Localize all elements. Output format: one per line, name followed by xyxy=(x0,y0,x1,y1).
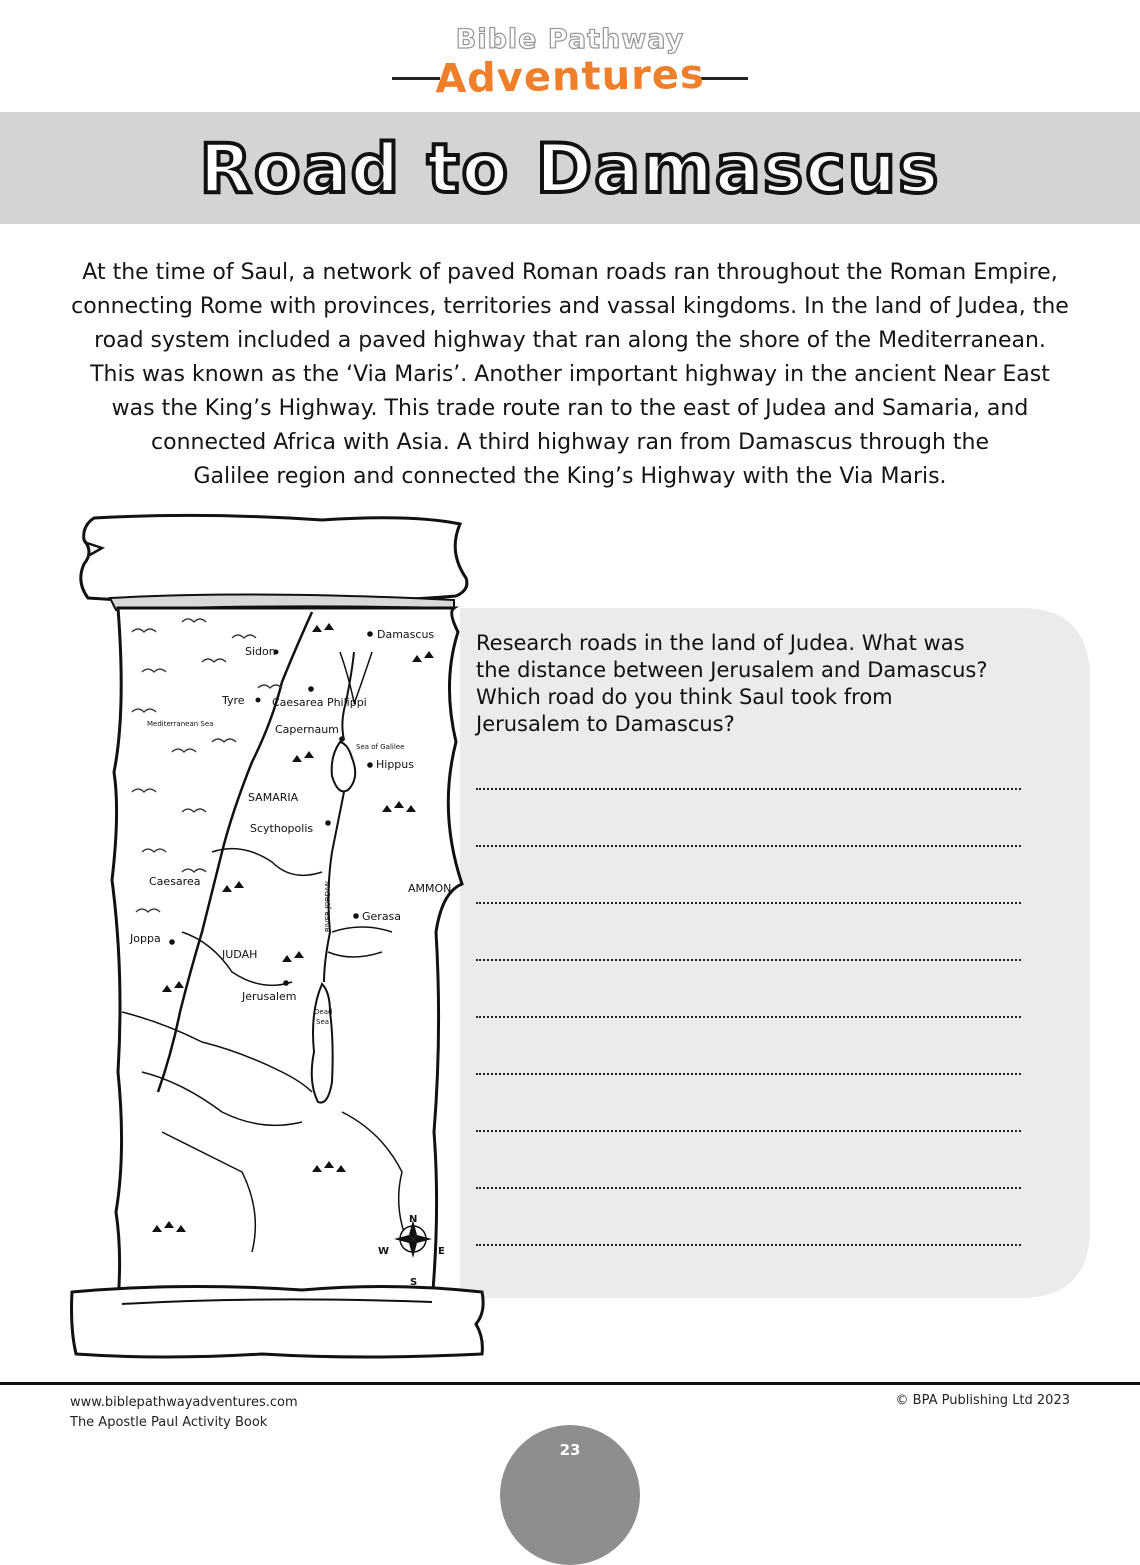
answer-line[interactable] xyxy=(476,957,1021,961)
compass-west: W xyxy=(378,1246,390,1257)
map-label-ammon: AMMON xyxy=(408,882,452,895)
intro-line: connected Africa with Asia. A third highway ran from Damascus through the xyxy=(151,430,989,455)
answer-line[interactable] xyxy=(476,843,1021,847)
compass-south: S xyxy=(410,1277,418,1288)
compass-north: N xyxy=(409,1214,418,1225)
answer-line[interactable] xyxy=(476,900,1021,904)
answer-line[interactable] xyxy=(476,1014,1021,1018)
map-label-sea-of-galilee: Sea of Galilee xyxy=(356,743,405,751)
map-label-hippus: Hippus xyxy=(376,758,414,771)
question-line: Which road do you think Saul took from xyxy=(476,685,893,709)
intro-line: was the King’s Highway. This trade route ran to the east of Judea and Samaria, and xyxy=(111,396,1029,421)
map-label-dead-sea: Dead xyxy=(314,1008,333,1016)
intro-line: connecting Rome with provinces, territories and vassal kingdoms. In the land of Judea, the xyxy=(71,294,1069,319)
answer-line[interactable] xyxy=(476,1128,1021,1132)
answer-line[interactable] xyxy=(476,1185,1021,1189)
intro-line: road system included a paved highway that ran along the shore of the Mediterranean. xyxy=(94,328,1046,353)
intro-line: Galilee region and connected the King’s Highway with the Via Maris. xyxy=(193,464,947,489)
footer-copyright: © BPA Publishing Ltd 2023 xyxy=(895,1393,1070,1408)
question-line: Research roads in the land of Judea. What was xyxy=(476,631,965,655)
compass-east: E xyxy=(438,1246,445,1257)
answer-area xyxy=(476,786,1021,1299)
map-label-sidon: Sidon xyxy=(245,645,276,658)
research-question xyxy=(476,630,1056,738)
map-label-judah: JUDAH xyxy=(222,948,258,961)
map-label-scythopolis: Scythopolis xyxy=(250,822,314,835)
map-label-tyre: Tyre xyxy=(222,694,245,707)
intro-line: At the time of Saul, a network of paved Roman roads ran throughout the Roman Empire, xyxy=(82,260,1058,285)
map-label-mediterranean-sea: Mediterranean Sea xyxy=(147,720,214,728)
answer-line[interactable] xyxy=(476,786,1021,790)
brand-logo xyxy=(0,24,1140,114)
map-label-caesarea: Caesarea xyxy=(149,875,201,888)
map-label-damascus: Damascus xyxy=(377,628,435,641)
map-illustration xyxy=(62,512,492,1362)
intro-paragraph xyxy=(70,256,1070,494)
logo-text-bottom: Adventures xyxy=(434,51,706,103)
map-label-joppa: Joppa xyxy=(130,932,161,945)
footer-divider xyxy=(0,1382,1140,1385)
logo-text-top: Bible Pathway xyxy=(455,24,685,55)
footer-website: www.biblepathwayadventures.com xyxy=(70,1395,298,1410)
map-label-gerasa: Gerasa xyxy=(362,910,402,923)
map-label-caesarea-philippi: Caesarea Philippi xyxy=(272,696,367,709)
footer-left xyxy=(70,1393,298,1433)
answer-line[interactable] xyxy=(476,1071,1021,1075)
scroll-map xyxy=(62,512,492,1362)
map-label-capernaum: Capernaum xyxy=(275,723,339,736)
question-line: Jerusalem to Damascus? xyxy=(476,712,735,736)
intro-line: This was known as the ‘Via Maris’. Another important highway in the ancient Near East xyxy=(90,362,1050,387)
page-number: 23 xyxy=(559,1441,581,1459)
page-title: Road to Damascus xyxy=(199,130,941,209)
map-label-samaria: SAMARIA xyxy=(248,791,299,804)
map-label-dead-sea: Sea xyxy=(316,1018,330,1026)
title-band xyxy=(0,112,1140,224)
question-line: the distance between Jerusalem and Damascus? xyxy=(476,658,988,682)
answer-line[interactable] xyxy=(476,1242,1021,1246)
map-label-jerusalem: Jerusalem xyxy=(242,990,297,1003)
footer-book-title: The Apostle Paul Activity Book xyxy=(70,1415,268,1430)
map-label-river-jordan: RIVER JORDAN xyxy=(324,881,332,932)
